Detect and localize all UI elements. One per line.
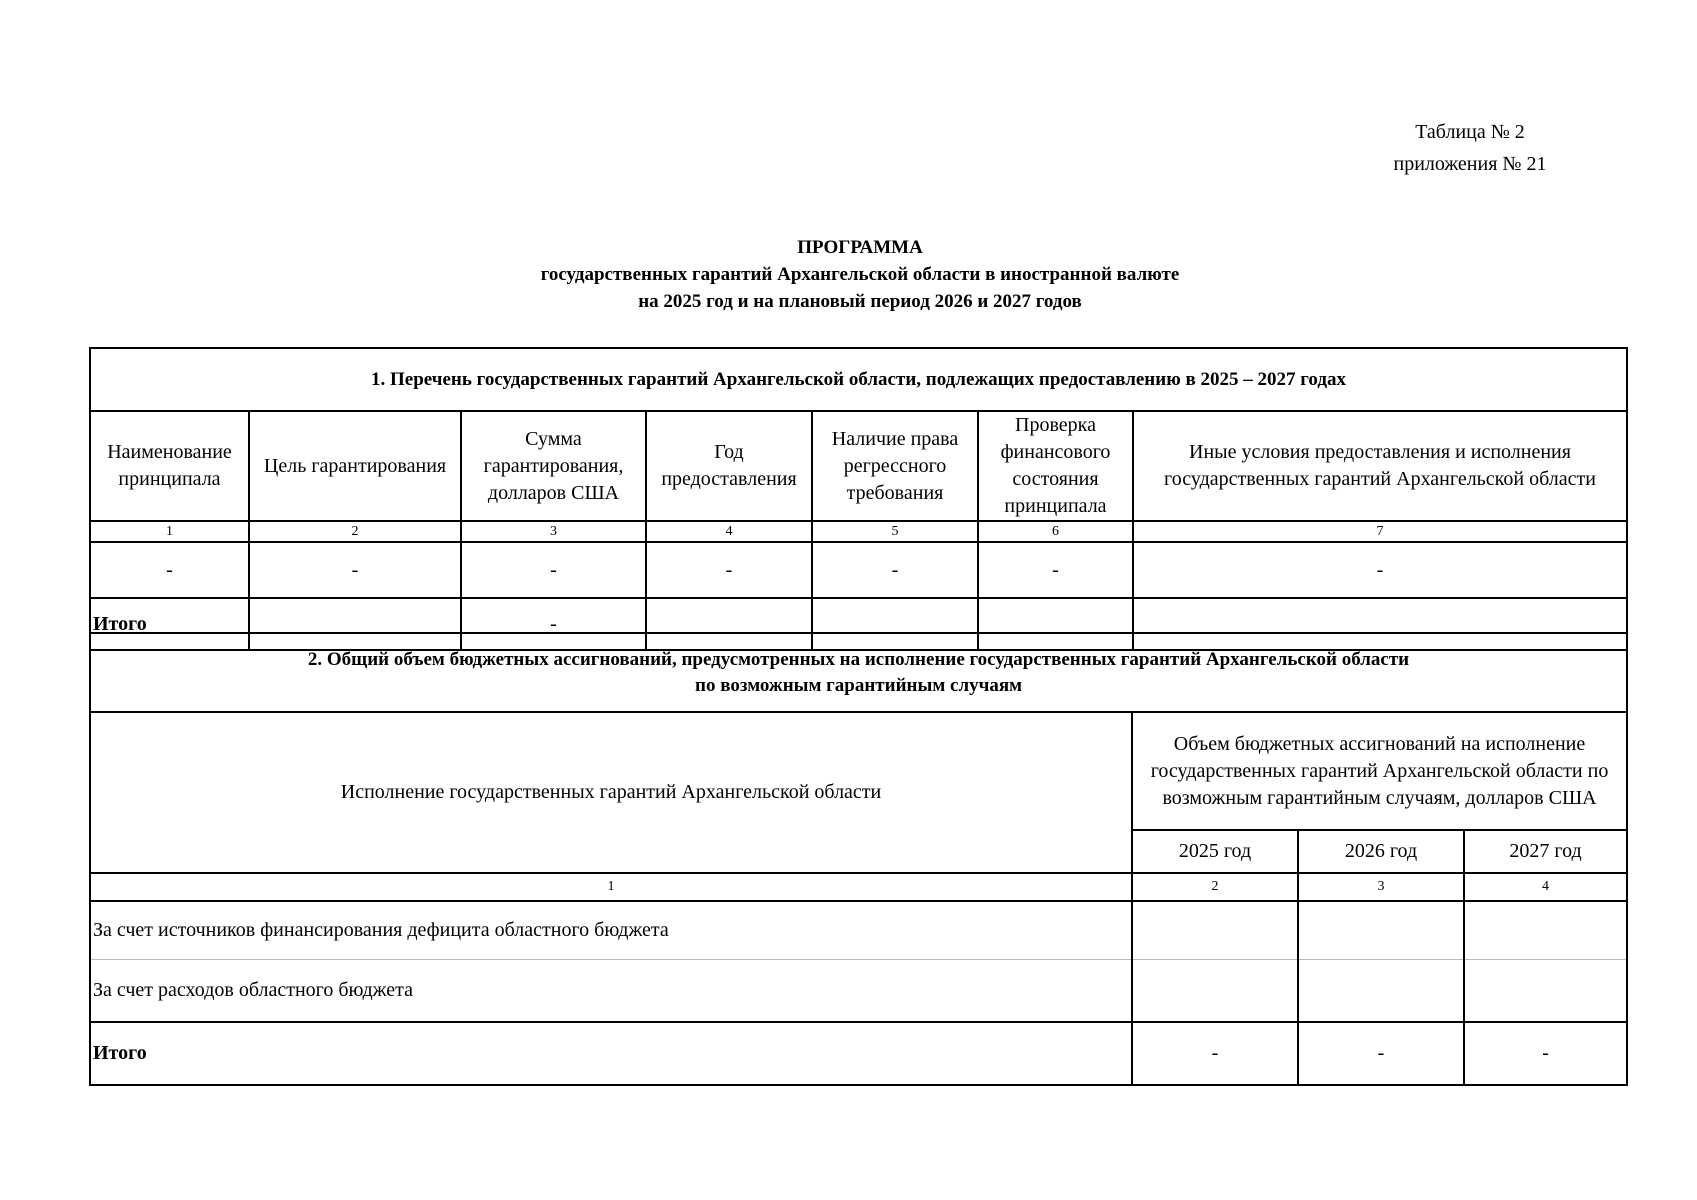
section-2-heading-line-1: 2. Общий объем бюджетных ассигнований, предусмотренных на исполнение государственных гарантий Архангельской области [307,648,1410,670]
title-line-2: государственных гарантий Архангельской области в иностранной валюте [540,264,1180,285]
column-number: 1 [90,521,249,542]
table-row [90,959,1627,1022]
table-row [90,542,1627,598]
total-label: Итого [90,1022,1132,1085]
table-cell: - [1133,542,1627,598]
table-cell [1132,901,1298,959]
table-cell [1132,959,1298,1022]
budget-allocations-table [89,632,1628,1086]
column-number: 6 [978,521,1133,542]
table-cell: - [249,542,461,598]
total-value: - [1464,1022,1627,1085]
section-1-heading: 1. Перечень государственных гарантий Архангельской области, подлежащих предоставлению в 2025 – 2027 годах [90,348,1627,411]
title-line-3: на 2025 год и на плановый период 2026 и 2027 годов [638,291,1082,312]
section-1-header-row [90,411,1627,521]
table-cell: - [90,542,249,598]
total-value: - [1298,1022,1464,1085]
column-header-financial-check: Проверка финансового состояния принципала [978,411,1133,521]
row-label-deficit-sources: За счет источников финансирования дефицита областного бюджета [90,901,1132,959]
column-number: 2 [249,521,461,542]
guarantees-list-table [89,347,1628,651]
column-header-purpose: Цель гарантирования [249,411,461,521]
row-label-budget-expenses: За счет расходов областного бюджета [90,959,1132,1022]
caption-table-number: Таблица № 2 [1415,121,1525,143]
column-header-amount: Сумма гарантирования, долларов США [461,411,646,521]
column-number: 5 [812,521,978,542]
column-number: 7 [1133,521,1627,542]
table-cell: - [812,542,978,598]
column-number: 4 [646,521,812,542]
total-amount: - [461,598,646,650]
column-header-recourse: Наличие права регрессного требования [812,411,978,521]
column-header-year-2025: 2025 год [1132,830,1298,873]
document-title [90,234,1630,315]
column-header-year-2026: 2026 год [1298,830,1464,873]
column-header-other-terms: Иные условия предоставления и исполнения государственных гарантий Архангельской области [1133,411,1627,521]
column-header-execution: Исполнение государственных гарантий Архангельской области [90,712,1132,873]
table-cell [1298,901,1464,959]
table-cell: - [978,542,1133,598]
column-number: 3 [1298,873,1464,901]
column-number: 1 [90,873,1132,901]
column-number: 4 [1464,873,1627,901]
table-row [90,901,1627,959]
column-header-principal: Наименование принципала [90,411,249,521]
total-value: - [1132,1022,1298,1085]
table-caption [1330,116,1610,180]
table-cell: - [646,542,812,598]
column-header-allocation-group: Объем бюджетных ассигнований на исполнение государственных гарантий Архангельской области по возможным гарантийным случаям, долларов США [1132,712,1627,830]
table-cell: - [461,542,646,598]
section-2-total-row [90,1022,1627,1085]
table-cell [1298,959,1464,1022]
total-label: Итого [90,598,249,650]
section-2-heading [90,633,1627,712]
column-header-year-2027: 2027 год [1464,830,1627,873]
section-2-column-numbers [90,873,1627,901]
table-cell [1464,901,1627,959]
title-line-1: ПРОГРАММА [797,237,923,258]
section-2-heading-line-2: по возможным гарантийным случаям [695,674,1023,696]
caption-appendix-number: приложения № 21 [1393,153,1547,175]
section-1-column-numbers [90,521,1627,542]
column-number: 3 [461,521,646,542]
table-cell [1464,959,1627,1022]
column-number: 2 [1132,873,1298,901]
column-header-year: Год предоставления [646,411,812,521]
